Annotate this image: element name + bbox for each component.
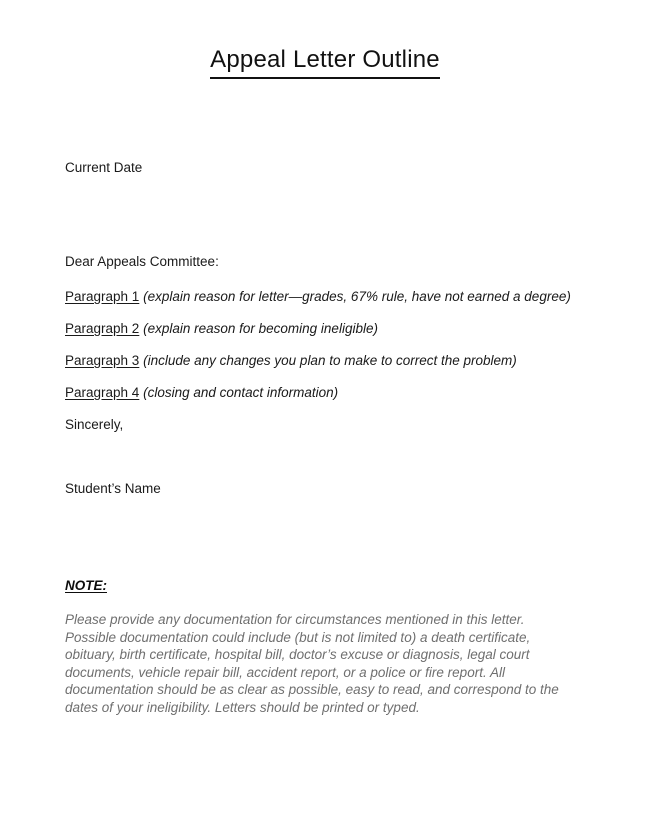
salutation: Dear Appeals Committee: bbox=[65, 254, 219, 269]
paragraph-description-2: (explain reason for becoming ineligible) bbox=[143, 321, 378, 336]
paragraph-description-4: (closing and contact information) bbox=[143, 385, 339, 400]
paragraph-label-3: Paragraph 3 bbox=[65, 353, 140, 368]
spacer-signature bbox=[65, 433, 595, 481]
paragraph-item-2 bbox=[65, 321, 595, 337]
closing-line: Sincerely, bbox=[65, 417, 124, 432]
note-label: NOTE: bbox=[65, 578, 107, 593]
signature-name-placeholder: Student’s Name bbox=[65, 481, 161, 496]
spacer-before-note bbox=[65, 497, 595, 578]
paragraph-label-2: Paragraph 2 bbox=[65, 321, 140, 336]
paragraph-item-1 bbox=[65, 289, 595, 305]
paragraph-description-1: (explain reason for letter—grades, 67% rule, have not earned a degree) bbox=[143, 289, 571, 304]
paragraph-label-1: Paragraph 1 bbox=[65, 289, 140, 304]
spacer-after-date bbox=[65, 176, 595, 254]
page-title-text: Appeal Letter Outline bbox=[210, 46, 440, 79]
paragraph-item-3 bbox=[65, 353, 595, 369]
spacer-after-salutation bbox=[65, 270, 595, 289]
paragraph-label-4: Paragraph 4 bbox=[65, 385, 140, 400]
current-date-placeholder: Current Date bbox=[65, 160, 143, 175]
paragraph-description-3: (include any changes you plan to make to correct the problem) bbox=[143, 353, 517, 368]
letter-body bbox=[65, 160, 595, 716]
note-body-text: Please provide any documentation for circumstances mentioned in this letter. Possible documentation could include (but is not limited to) a death certificate, obituary, birth certificate, hospital bill, doctor’s excuse or diagnosis, legal court documents, vehicle repair bill, accident report, or a police or fire report. All documentation should be as clear as possible, easy to read, and correspond to the dates of your ineligibility. Letters should be printed or typed. bbox=[65, 612, 559, 715]
paragraph-item-4 bbox=[65, 385, 595, 401]
page-title bbox=[0, 46, 650, 79]
